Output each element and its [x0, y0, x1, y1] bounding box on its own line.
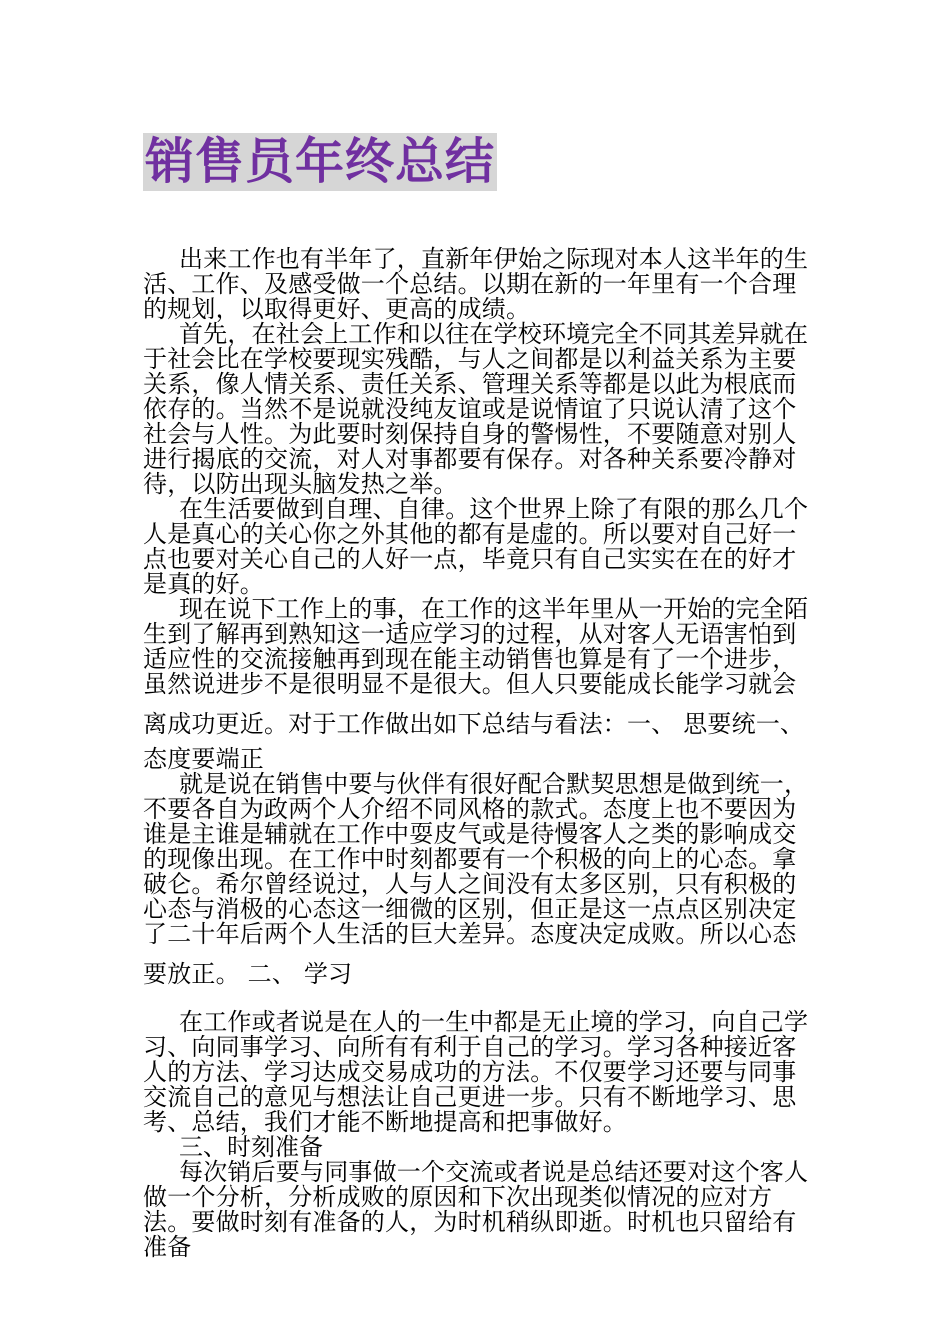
- section-heading-learning: 要放正。 二、 学习: [143, 960, 353, 988]
- section-heading-prepare: 三、时刻准备: [179, 1133, 323, 1161]
- document-title: 销售员年终总结: [145, 133, 496, 190]
- paragraph-intro: 出来工作也有半年了，直新年伊始之际现对本人这半年的生活、工作、及感受做一个总结。以期在新的一年里有一个合理的规划，以取得更好、更高的成绩。: [143, 245, 809, 323]
- paragraph-life: 在生活要做到自理、自律。这个世界上除了有限的那么几个人是真心的关心你之外其他的都有是虚的。所以要对自己好一点也要对关心自己的人好一点，毕竟只有自己实实在在的好才是真的好。: [143, 495, 809, 598]
- section-heading-attitude: 态度要端正: [143, 745, 264, 773]
- paragraph-prepare: 每次销后要与同事做一个交流或者说是总结还要对这个客人做一个分析，分析成败的原因和下次出现类似情况的应对方法。要做时刻有准备的人，为时机稍纵即逝。时机也只留给有准备: [143, 1158, 809, 1261]
- paragraph-society: 首先，在社会上工作和以往在学校环境完全不同其差异就在于社会比在学校要现实残酷，与人之间都是以利益关系为主要关系，像人情关系、责任关系、管理关系等都是以此为根底而依存的。当然不是说就没纯友谊或是说情谊了只说认清了这个社会与人性。为此要时刻保持自身的警惕性，不要随意对别人进行揭底的交流，对人对事都要有保存。对各种关系要冷静对待，以防出现头脑发热之举。: [143, 320, 809, 498]
- paragraph-attitude: 就是说在销售中要与伙伴有很好配合默契思想是做到统一，不要各自为政两个人介绍不同风格的款式。态度上也不要因为谁是主谁是辅就在工作中耍皮气或是待慢客人之类的影响成交的现像出现。在工作中时刻都要有一个积极的向上的心态。拿破仑。希尔曾经说过，人与人之间没有太多区别，只有积极的心态与消极的心态这一细微的区别，但正是这一点点区别决定了二十年后两个人生活的巨大差异。态度决定成败。所以心态: [143, 770, 809, 948]
- paragraph-learning: 在工作或者说是在人的一生中都是无止境的学习，向自己学习、向同事学习、向所有有利于自己的学习。学习各种接近客人的方法、学习达成交易成功的方法。不仅要学习还要与同事交流自己的意见与想法让自己更进一步。只有不断地学习、思考、总结，我们才能不断地提高和把事做好。: [143, 1008, 809, 1136]
- paragraph-work-continued: 离成功更近。对于工作做出如下总结与看法：一、 思要统一、: [143, 710, 805, 738]
- paragraph-work: 现在说下工作上的事，在工作的这半年里从一开始的完全陌生到了解再到熟知这一适应学习的过程，从对客人无语害怕到适应性的交流接触再到现在能主动销售也算是有了一个进步，虽然说进步不是很明显不是很大。但人只要能成长能学习就会: [143, 595, 809, 698]
- document-body: [143, 247, 811, 1260]
